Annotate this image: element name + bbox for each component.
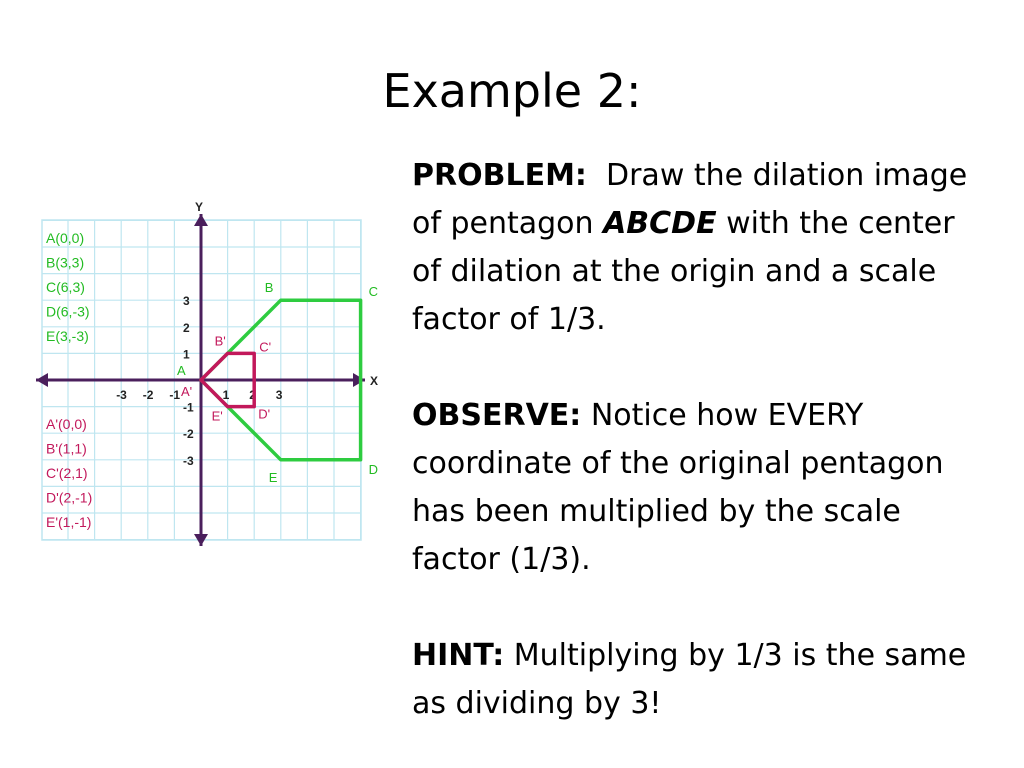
image-vertex-label: E' <box>211 408 223 424</box>
x-axis-label: X <box>370 374 379 388</box>
problem-text-1: Draw the dilation image of pentagon <box>412 158 968 241</box>
image-coordinate-label: A'(0,0) <box>46 416 87 432</box>
x-tick-label: 3 <box>275 388 283 402</box>
y-axis-label: Y <box>195 200 204 214</box>
coordinate-graph <box>0 0 400 560</box>
hint-paragraph <box>412 632 972 728</box>
image-coordinate-label: E'(1,-1) <box>46 514 92 530</box>
observe-text: Notice how EVERY coordinate of the original pentagon has been multiplied by the scale factor (1/3). <box>412 398 944 577</box>
y-tick-label: 3 <box>183 294 190 309</box>
problem-text-2: with the center of dilation at the origin and a scale factor of 1/3. <box>412 206 955 337</box>
original-coordinate-label: E(3,-3) <box>46 328 89 344</box>
original-vertex-label: B <box>264 280 274 296</box>
image-vertex-label: D' <box>258 406 271 422</box>
y-tick-label: 2 <box>183 320 190 335</box>
y-tick-label: -2 <box>183 427 194 442</box>
original-vertex-label: D <box>368 461 378 477</box>
image-vertex-label: A' <box>181 384 193 399</box>
y-tick-label: -3 <box>183 453 194 468</box>
image-coordinate-label: D'(2,-1) <box>46 489 93 506</box>
y-tick-label: -1 <box>183 400 194 415</box>
x-tick-label: 1 <box>222 388 230 402</box>
x-tick-label: -1 <box>169 388 181 402</box>
original-coordinate-label: B(3,3) <box>46 254 85 271</box>
original-coordinate-label: C(6,3) <box>46 279 85 295</box>
observe-paragraph <box>412 392 972 584</box>
original-coordinate-label: D(6,-3) <box>46 303 90 320</box>
image-vertex-label: C' <box>259 339 272 355</box>
original-vertex-label: C <box>368 284 378 300</box>
text-block <box>412 152 972 728</box>
y-tick-label: 1 <box>183 347 190 362</box>
observe-label: OBSERVE: <box>412 398 582 433</box>
hint-text: Multiplying by 1/3 is the same as dividing by 3! <box>412 638 967 721</box>
image-coordinate-label: B'(1,1) <box>46 440 87 457</box>
problem-paragraph <box>412 152 972 344</box>
problem-label: PROBLEM: <box>412 158 587 193</box>
original-vertex-label: E <box>268 469 278 485</box>
slide-title: Example 2: <box>382 64 642 118</box>
original-vertex-label: A <box>177 363 186 378</box>
image-coordinate-label: C'(2,1) <box>46 465 88 481</box>
x-tick-label: -2 <box>142 388 154 402</box>
pentagon-name: ABCDE <box>603 206 717 241</box>
hint-label: HINT: <box>412 638 505 673</box>
x-tick-label: -3 <box>116 388 127 402</box>
original-coordinate-label: A(0,0) <box>46 230 85 246</box>
image-vertex-label: B' <box>214 333 226 349</box>
x-tick-label: 2 <box>249 388 256 402</box>
